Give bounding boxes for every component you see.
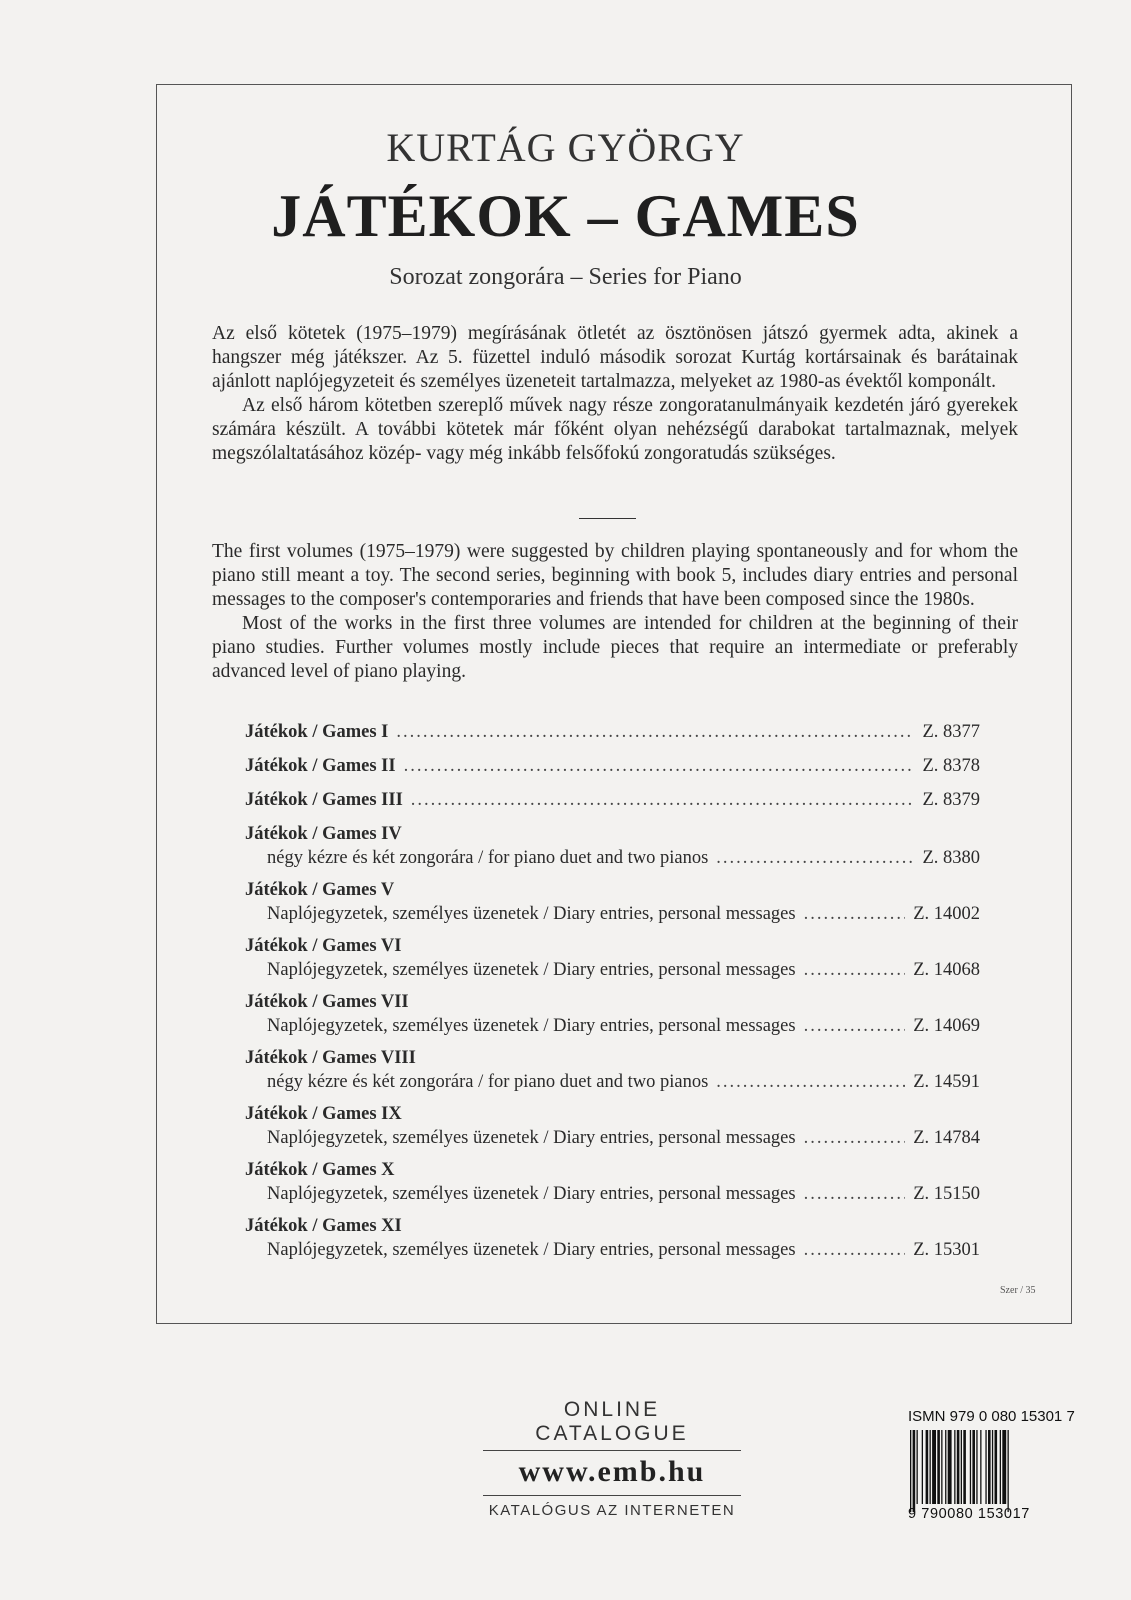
volume-name: Játékok / Games VI (245, 936, 402, 956)
page-title: JÁTÉKOK – GAMES (271, 183, 860, 249)
volume-name: Játékok / Games VII (245, 992, 409, 1012)
volume-subtitle: négy kézre és két zongorára / for piano duet and two pianos (267, 1072, 709, 1092)
barcode-bar (948, 1430, 952, 1504)
catalogue-url-link[interactable]: www.emb.hu (483, 1451, 741, 1496)
volume-code: Z. 14069 (913, 1016, 980, 1036)
english-description (212, 540, 1018, 684)
series-code: Szer / 35 (1000, 1285, 1036, 1296)
barcode-bar (992, 1430, 993, 1504)
dot-leader (716, 848, 914, 869)
barcode-bar (1008, 1430, 1009, 1512)
volume-name: Játékok / Games VIII (245, 1048, 416, 1068)
barcode-bar (917, 1430, 918, 1504)
barcode-bar (995, 1430, 998, 1504)
hungarian-description (212, 322, 1018, 466)
volume-code: Z. 14591 (913, 1072, 980, 1092)
volume-item (245, 722, 980, 746)
hungarian-paragraph-2: Az első három kötetben szereplő művek nagy része zongoratanulmányaik kezdetén járó gyerekek számára készült. A további kötetek már főként olyan nehézségű darabokat tartalmaznak, melyek megszólaltatásához közép- vagy még inkább felsőfokú zongoratudás szükséges. (212, 395, 1018, 464)
barcode-bar (985, 1430, 986, 1504)
barcode-bar (961, 1430, 962, 1504)
barcode-bar (913, 1430, 916, 1512)
barcode-bar (937, 1430, 940, 1504)
volume-subtitle: Naplójegyzetek, személyes üzenetek / Diary entries, personal messages (267, 1240, 796, 1260)
barcode-bar (963, 1430, 966, 1504)
dot-leader (804, 1184, 906, 1205)
volume-name: Játékok / Games III (245, 790, 403, 810)
dot-leader (411, 790, 915, 811)
dot-leader (804, 904, 906, 925)
volume-code: Z. 15301 (913, 1240, 980, 1260)
volume-subtitle: Naplójegyzetek, személyes üzenetek / Diary entries, personal messages (267, 960, 796, 980)
volume-name: Játékok / Games IV (245, 824, 402, 844)
barcode-bars (908, 1430, 1074, 1512)
section-divider (579, 518, 636, 519)
barcode-bar (910, 1430, 911, 1512)
volume-subtitle: Naplójegyzetek, személyes üzenetek / Diary entries, personal messages (267, 904, 796, 924)
barcode-bar (954, 1430, 955, 1504)
barcode-bar (930, 1430, 931, 1504)
barcode-bar (957, 1430, 960, 1504)
dot-leader (804, 1128, 906, 1149)
barcode-bar (1002, 1430, 1006, 1504)
volume-name: Játékok / Games V (245, 880, 395, 900)
volume-name: Játékok / Games XI (245, 1216, 402, 1236)
page-subtitle: Sorozat zongorára – Series for Piano (389, 264, 742, 290)
volume-name: Játékok / Games I (245, 722, 389, 742)
barcode-bar (926, 1430, 929, 1504)
barcode-bar (945, 1430, 946, 1504)
barcode-bar (988, 1430, 991, 1504)
volume-code: Z. 14068 (913, 960, 980, 980)
barcode-bar (972, 1430, 975, 1504)
volume-code: Z. 14002 (913, 904, 980, 924)
volume-code: Z. 8378 (922, 756, 980, 776)
volume-name: Játékok / Games X (245, 1160, 395, 1180)
volume-item (245, 936, 980, 984)
english-paragraph-1: The first volumes (1975–1979) were suggested by children playing spontaneously and for whom the piano still meant a toy. The second series, beginning with book 5, includes diary entries and personal messages to the composer's contemporaries and friends that have been composed since the 1980s. (212, 541, 1018, 610)
volume-item (245, 790, 980, 814)
dot-leader (404, 756, 915, 777)
volume-code: Z. 8379 (922, 790, 980, 810)
barcode-digits: 9 790080 153017 (908, 1506, 1030, 1522)
ismn-label: ISMN 979 0 080 15301 7 (908, 1408, 1075, 1425)
barcode-bar (970, 1430, 971, 1504)
volume-item (245, 1216, 980, 1264)
dot-leader (804, 1240, 906, 1261)
volume-subtitle: négy kézre és két zongorára / for piano duet and two pianos (267, 848, 709, 868)
volume-code: Z. 15150 (913, 1184, 980, 1204)
volume-item (245, 824, 980, 872)
volume-name: Játékok / Games IX (245, 1104, 402, 1124)
dot-leader (804, 1016, 906, 1037)
dot-leader (716, 1072, 905, 1093)
volume-code: Z. 8377 (922, 722, 980, 742)
english-paragraph-2: Most of the works in the first three volumes are intended for children at the beginning of their piano studies. Further volumes mostly include pieces that require an intermediate or preferably advanced level of piano playing. (212, 613, 1018, 682)
volume-subtitle: Naplójegyzetek, személyes üzenetek / Diary entries, personal messages (267, 1184, 796, 1204)
hungarian-paragraph-1: Az első kötetek (1975–1979) megírásának ötletét az ösztönösen játszó gyermek adta, akinek a hangszer még játékszer. Az 5. füzettel induló második sorozat Kurtág kortársainak és barátainak ajánlott naplójegyzeteit és személyes üzeneteit tartalmazza, melyeket az 1980-as évektől komponált. (212, 323, 1018, 392)
volume-list (245, 722, 980, 1272)
volume-subtitle: Naplójegyzetek, személyes üzenetek / Diary entries, personal messages (267, 1016, 796, 1036)
volume-code: Z. 14784 (913, 1128, 980, 1148)
volume-item (245, 992, 980, 1040)
barcode-bar (922, 1430, 923, 1504)
composer-name: KURTÁG GYÖRGY (386, 125, 745, 170)
barcode (908, 1408, 1074, 1524)
online-catalogue (483, 1398, 741, 1519)
catalogue-heading: ONLINE CATALOGUE (483, 1398, 741, 1451)
barcode-bar (932, 1430, 936, 1504)
volume-item (245, 1048, 980, 1096)
catalogue-subheading: KATALÓGUS AZ INTERNETEN (488, 1502, 736, 1519)
volume-item (245, 1104, 980, 1152)
barcode-bar (941, 1430, 942, 1504)
volume-item (245, 880, 980, 928)
dot-leader (804, 960, 906, 981)
barcode-bar (976, 1430, 977, 1504)
barcode-bar (1000, 1430, 1001, 1504)
volume-subtitle: Naplójegyzetek, személyes üzenetek / Diary entries, personal messages (267, 1128, 796, 1148)
volume-code: Z. 8380 (922, 848, 980, 868)
volume-name: Játékok / Games II (245, 756, 396, 776)
volume-item (245, 756, 980, 780)
volume-item (245, 1160, 980, 1208)
dot-leader (396, 722, 914, 743)
barcode-bar (980, 1430, 981, 1504)
